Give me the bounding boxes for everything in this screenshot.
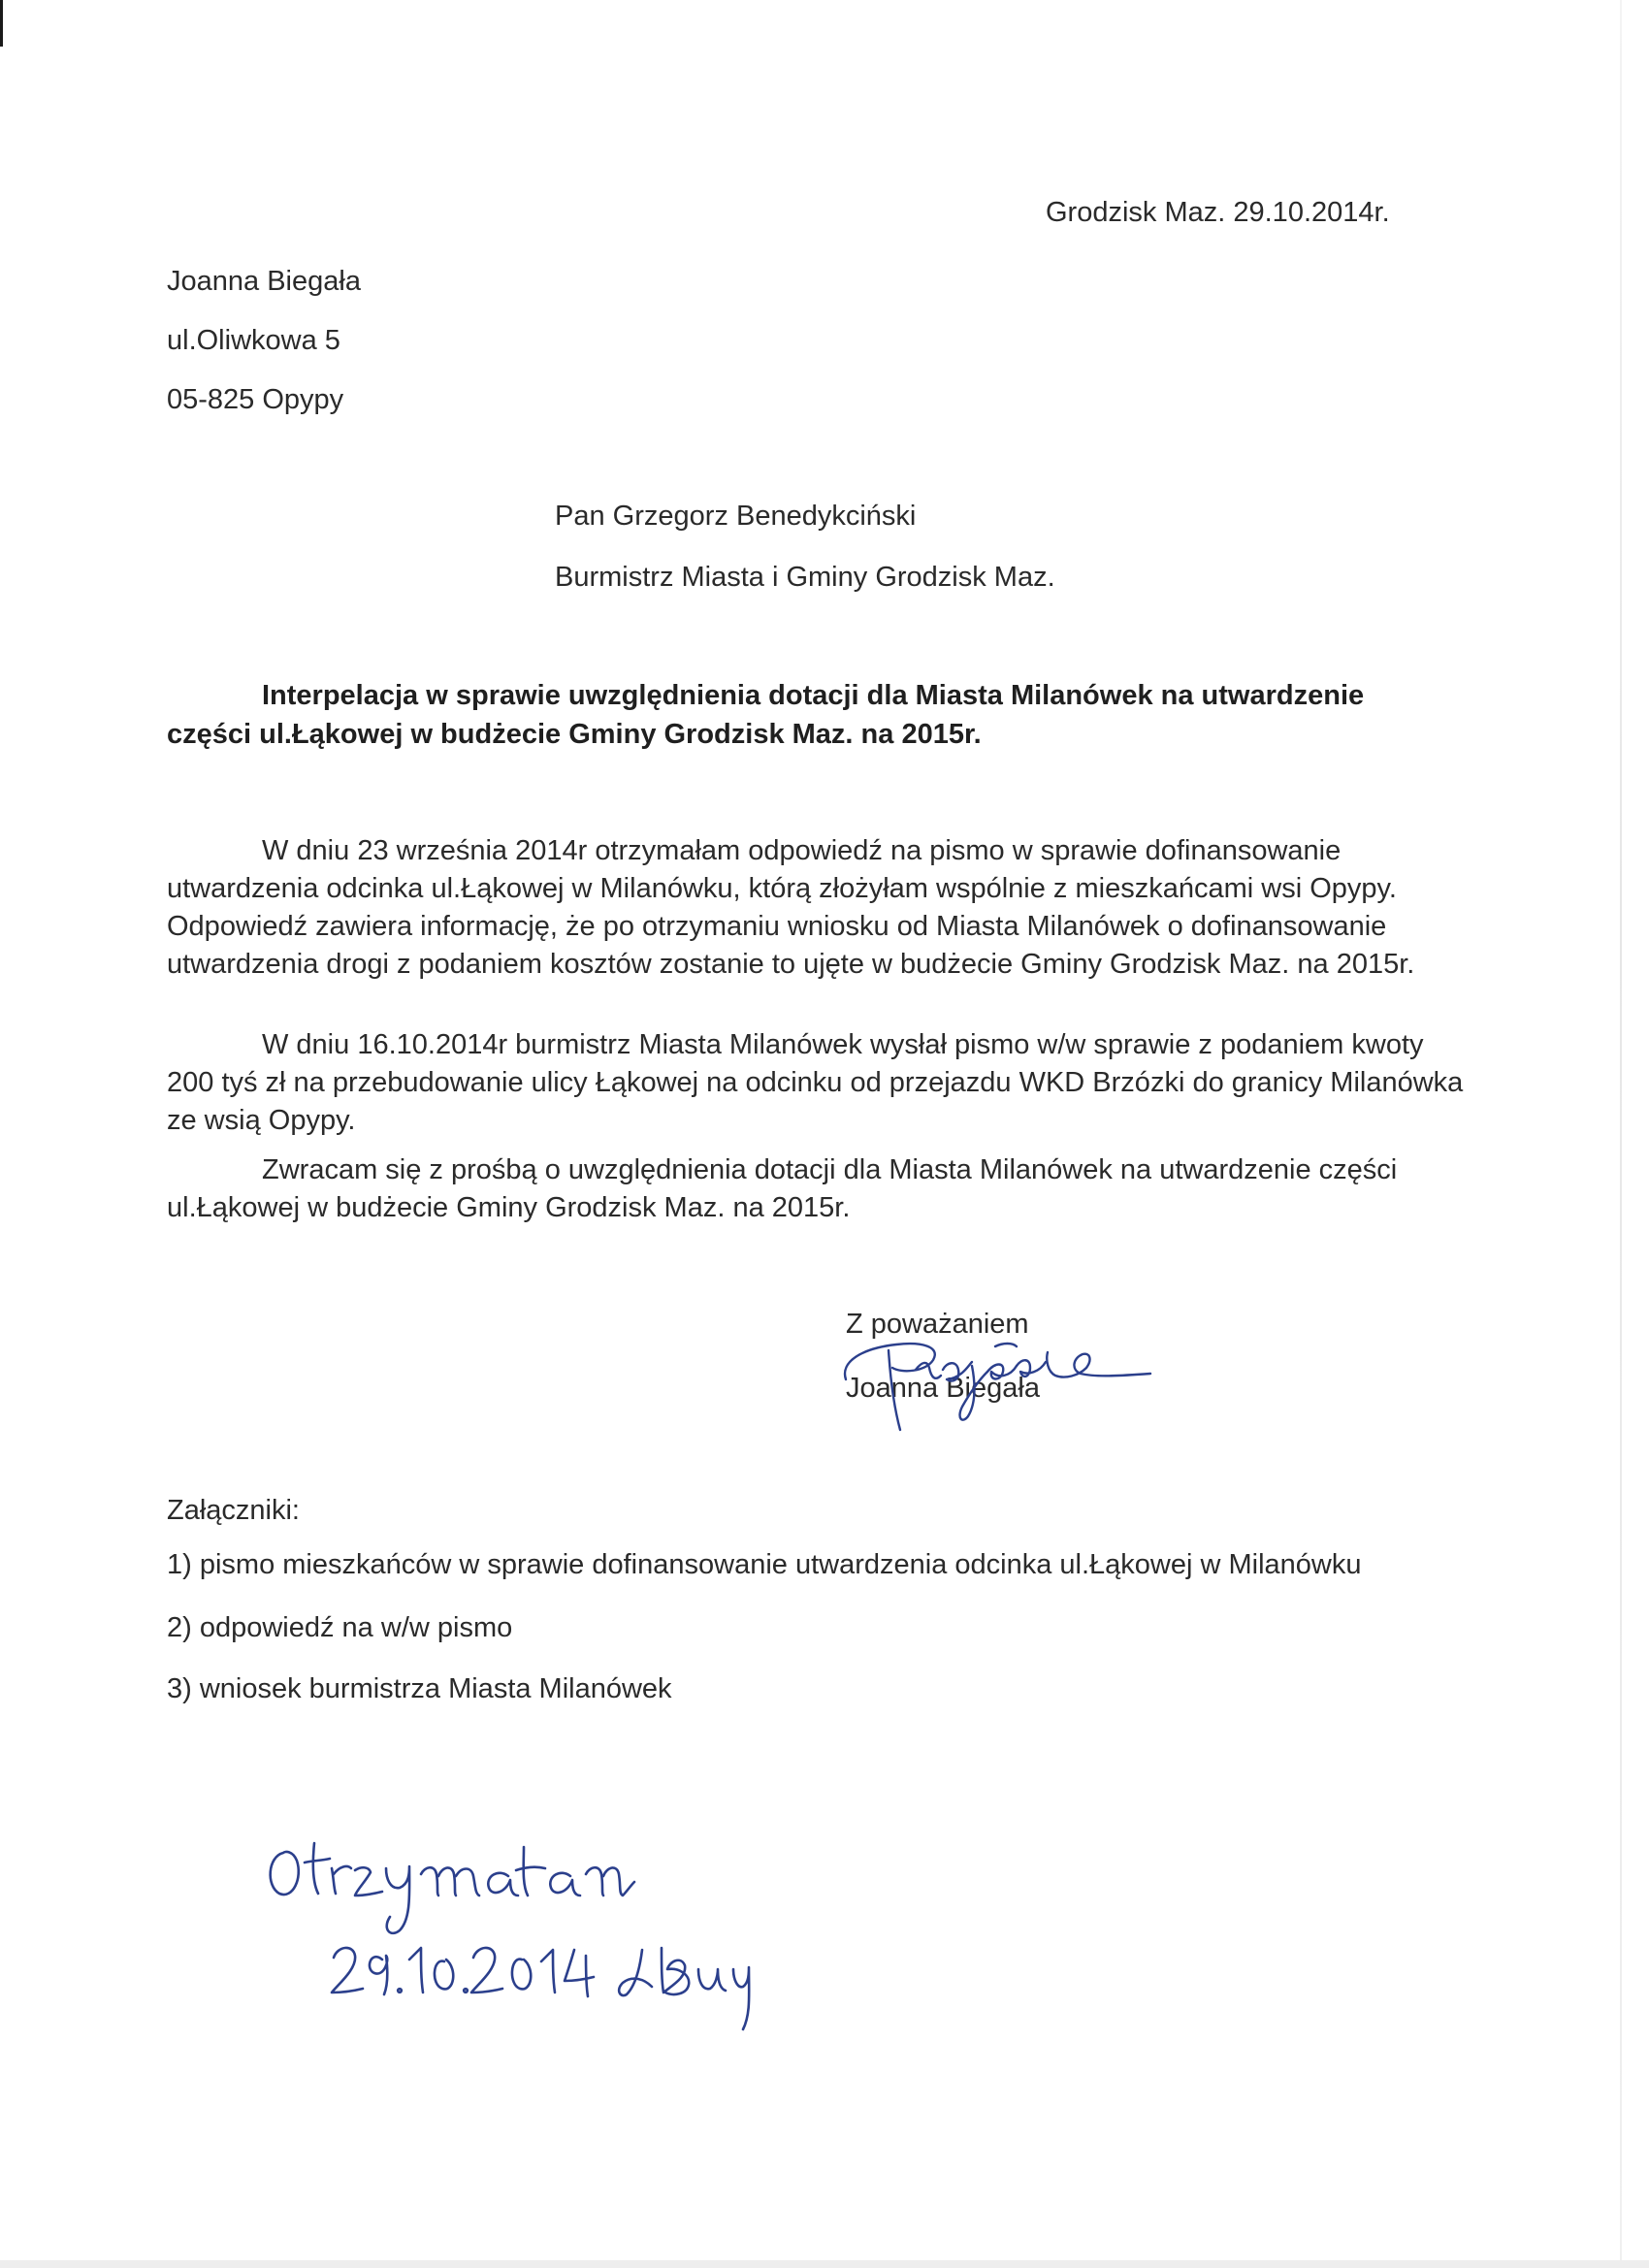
handwritten-signature xyxy=(832,1312,1152,1438)
scan-edge-left xyxy=(0,0,3,47)
signer-name: Joanna Biegała xyxy=(846,1373,1040,1404)
recipient-title: Burmistrz Miasta i Gminy Grodzisk Maz. xyxy=(555,562,1055,593)
scan-edge-right xyxy=(1620,0,1622,2268)
attachment-item-3: 3) wniosek burmistrza Miasta Milanówek xyxy=(167,1673,672,1704)
body-paragraph-1-text: W dniu 23 września 2014r otrzymałam odpowiedź na pismo w sprawie dofinansowanie utwardzenia odcinka ul.Łąkowej w Milanówku, którą złożyłam wspólnie z mieszkańcami wsi Opypy. Odpowiedź zawiera informację, że po otrzymaniu wniosku od Miasta Milanówek o dofinansowanie utwardzenia drogi z podaniem kosztów zostanie to ujęte w budżecie Gminy Grodzisk Maz. na 2015r. xyxy=(167,835,1415,980)
scan-edge-bottom xyxy=(0,2260,1649,2268)
sender-postal-city: 05-825 Opypy xyxy=(167,384,344,415)
attachment-item-2: 2) odpowiedź na w/w pismo xyxy=(167,1612,513,1643)
place-date: Grodzisk Maz. 29.10.2014r. xyxy=(1046,197,1390,228)
recipient-name: Pan Grzegorz Benedykciński xyxy=(555,501,917,532)
closing-salutation: Z poważaniem xyxy=(846,1309,1029,1340)
attachments-title: Załączniki: xyxy=(167,1495,300,1526)
body-paragraph-3-text: Zwracam się z prośbą o uwzględnienia dotacji dla Miasta Milanówek na utwardzenie części ul.Łąkowej w budżecie Gminy Grodzisk Maz. na 2015r. xyxy=(167,1154,1398,1223)
sender-name: Joanna Biegała xyxy=(167,266,361,297)
body-paragraph-3 xyxy=(167,1151,1467,1227)
sender-street: ul.Oliwkowa 5 xyxy=(167,325,340,356)
handwritten-receipt-note xyxy=(254,1814,759,2037)
letter-subject xyxy=(167,676,1447,754)
body-paragraph-1 xyxy=(167,832,1467,984)
letter-subject-text: Interpelacja w sprawie uwzględnienia dotacji dla Miasta Milanówek na utwardzenie części ul.Łąkowej w budżecie Gminy Grodzisk Maz. na 2015r. xyxy=(167,680,1365,750)
attachment-item-1: 1) pismo mieszkańców w sprawie dofinansowanie utwardzenia odcinka ul.Łąkowej w Milanówku xyxy=(167,1549,1362,1580)
body-paragraph-2-text: W dniu 16.10.2014r burmistrz Miasta Milanówek wysłał pismo w/w sprawie z podaniem kwoty 200 tyś zł na przebudowanie ulicy Łąkowej na odcinku od przejazdu WKD Brzózki do granicy Milanówka ze wsią Opypy. xyxy=(167,1029,1464,1136)
body-paragraph-2 xyxy=(167,1026,1467,1140)
